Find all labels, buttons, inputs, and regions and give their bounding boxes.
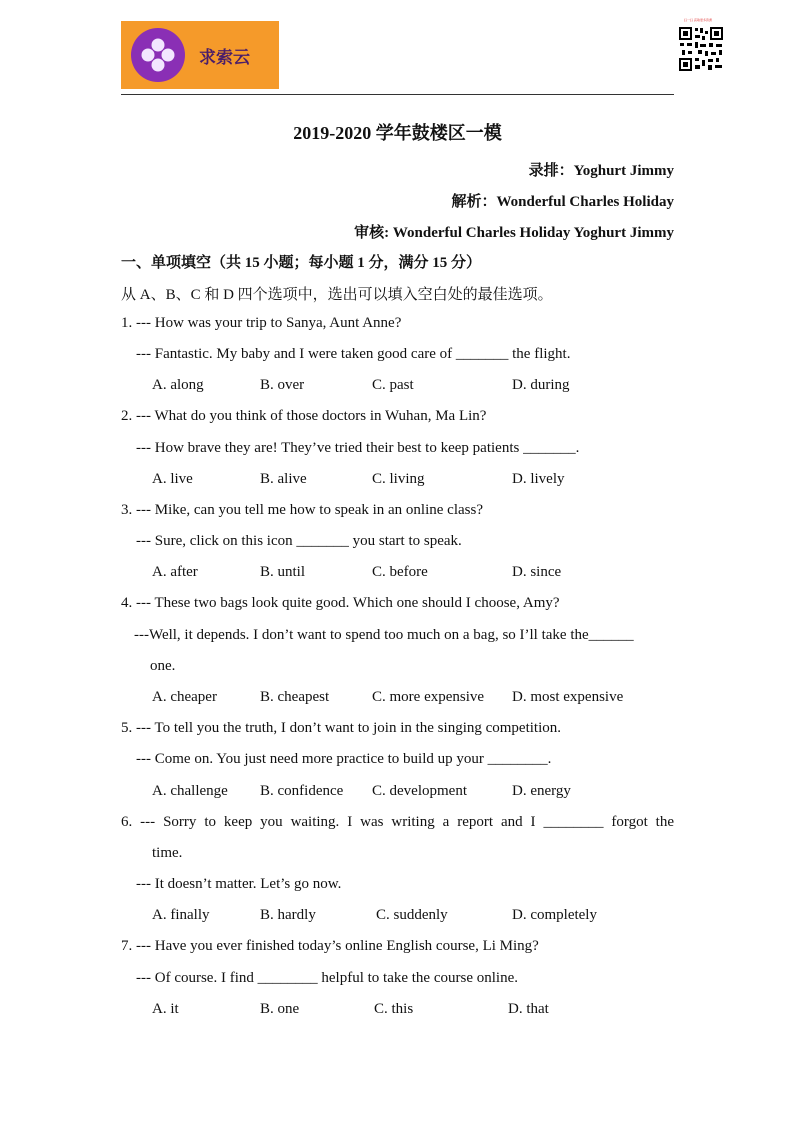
question-1-option-a: A. along [152,377,204,393]
question-1-response: --- Fantastic. My baby and I were taken good care of _______ the flight. [136,346,571,362]
question-1-option-d: D. during [512,377,570,393]
question-5-response: --- Come on. You just need more practice to build up your ________. [136,751,552,767]
question-6-option-a: A. finally [152,907,210,923]
question-1-prompt: 1. --- How was your trip to Sanya, Aunt Anne? [121,315,402,331]
question-4-response: ---Well, it depends. I don’t want to spend too much on a bag, so I’ll take the______ [134,627,634,643]
qr-code-icon [678,22,724,72]
credit-analysis: 解析：Wonderful Charles Holiday [451,194,674,210]
section-instruction: 从 A、B、C 和 D 四个选项中，选出可以填入空白处的最佳选项。 [121,287,553,303]
question-3-option-c: C. before [372,564,428,580]
question-6-prompt-cont: time. [152,845,183,861]
header-divider [121,94,674,95]
question-2-option-d: D. lively [512,471,565,487]
question-2-option-c: C. living [372,471,425,487]
question-4-response-cont: one. [150,658,176,674]
question-3-prompt: 3. --- Mike, can you tell me how to speak in an online class? [121,502,483,518]
question-5-option-d: D. energy [512,783,571,799]
question-5-option-c: C. development [372,783,467,799]
question-3-response: --- Sure, click on this icon _______ you start to speak. [136,533,462,549]
question-7-response: --- Of course. I find ________ helpful to take the course online. [136,970,518,986]
question-7-option-d: D. that [508,1001,549,1017]
question-4-option-a: A. cheaper [152,689,217,705]
section-heading: 一、单项填空（共 15 小题；每小题 1 分，满分 15 分） [121,255,482,271]
flower-logo-icon [131,28,185,82]
question-7-option-b: B. one [260,1001,300,1017]
question-3-option-b: B. until [260,564,306,580]
question-6-option-c: C. suddenly [376,907,448,923]
question-7-option-c: C. this [374,1001,414,1017]
question-4-prompt: 4. --- These two bags look quite good. Which one should I choose, Amy? [121,595,560,611]
question-4-option-d: D. most expensive [512,689,624,705]
question-2-prompt: 2. --- What do you think of those doctors in Wuhan, Ma Lin? [121,408,487,424]
credit-review: 审核: Wonderful Charles Holiday Yoghurt Jimmy [354,225,674,241]
question-6-option-d: D. completely [512,907,597,923]
question-6-prompt: 6. --- Sorry to keep you waiting. I was writing a report and I ________ forgot the [121,814,674,830]
page-title: 2019-2020 学年鼓楼区一模 [293,123,502,143]
qr-caption: 扫一扫 获取更多资源 [684,18,712,22]
question-2-option-b: B. alive [260,471,307,487]
question-4-option-c: C. more expensive [372,689,485,705]
brand-logo [121,21,279,89]
question-2-option-a: A. live [152,471,193,487]
question-6-response: --- It doesn’t matter. Let’s go now. [136,876,342,892]
logo-text: 求索云 [199,47,250,68]
question-2-response: --- How brave they are! They’ve tried their best to keep patients _______. [136,440,580,456]
question-3-option-d: D. since [512,564,562,580]
question-6-option-b: B. hardly [260,907,316,923]
credit-typist: 录排：Yoghurt Jimmy [528,163,674,179]
question-1-option-c: C. past [372,377,414,393]
question-4-option-b: B. cheapest [260,689,330,705]
question-7-option-a: A. it [152,1001,179,1017]
question-7-prompt: 7. --- Have you ever finished today’s online English course, Li Ming? [121,938,539,954]
question-3-option-a: A. after [152,564,198,580]
question-5-prompt: 5. --- To tell you the truth, I don’t want to join in the singing competition. [121,720,562,736]
question-5-option-a: A. challenge [152,783,228,799]
question-1-option-b: B. over [260,377,305,393]
question-5-option-b: B. confidence [260,783,344,799]
